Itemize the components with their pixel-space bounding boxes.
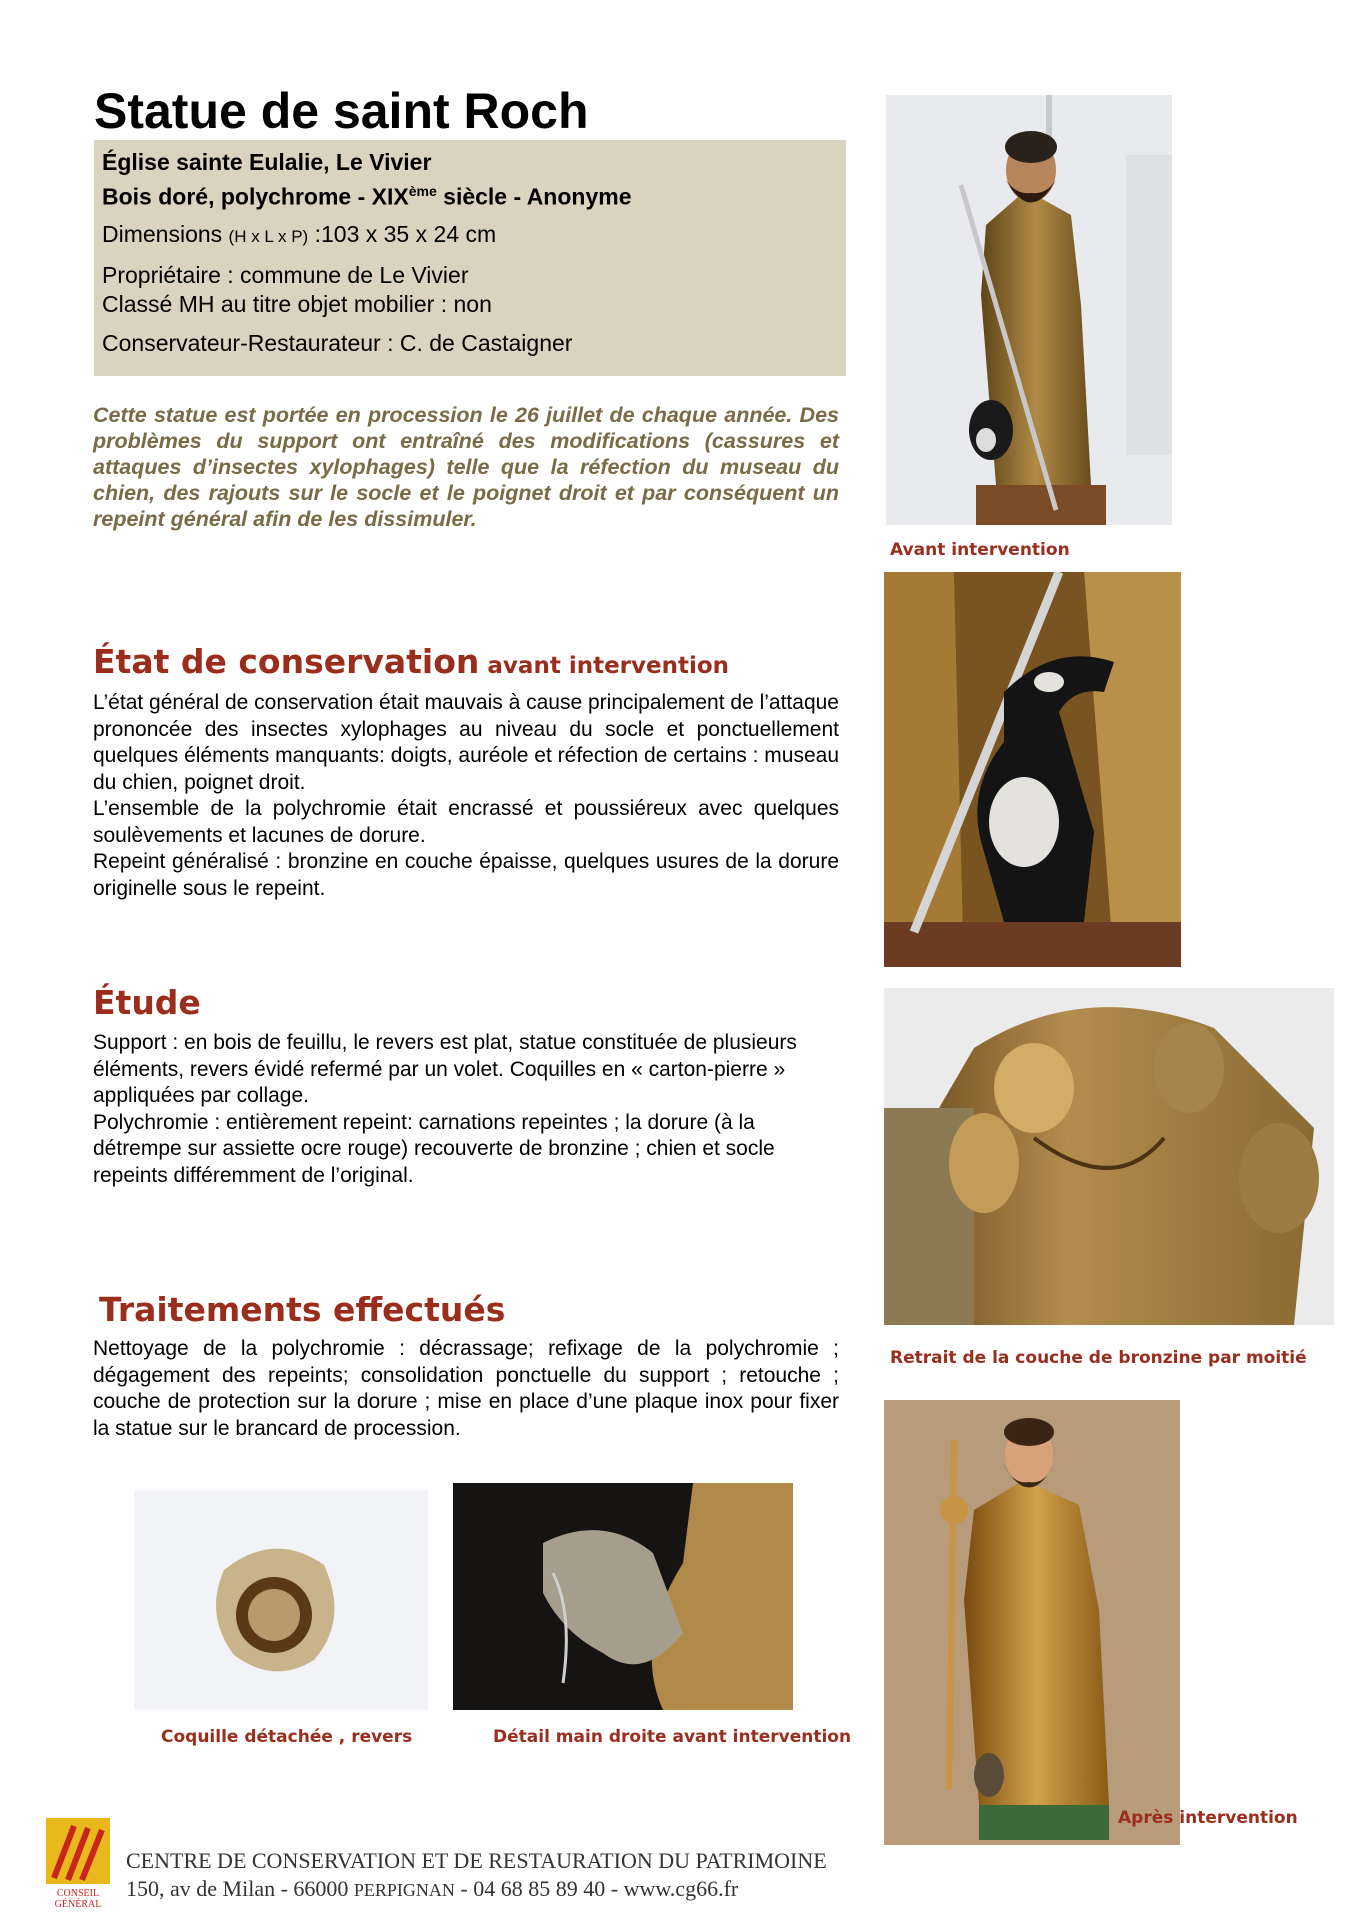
photo-right-hand — [453, 1483, 793, 1710]
dimensions-value: :103 x 35 x 24 cm — [308, 220, 497, 247]
photo-statue-before — [886, 95, 1172, 525]
classified-line: Classé MH au titre objet mobilier : non — [102, 290, 492, 317]
etat-paragraph-3: Repeint généralisé : bronzine en couche épaisse, quelques usures de la dorure originelle sous le repeint. — [93, 850, 839, 900]
intro-text: Cette statue est portée en procession le 26 juillet de chaque année. Des problèmes du support ont entraîné des modifications (cassures et attaques d’insectes xylophages) telle que la réfection du museau du chien, des rajouts sur le socle et le poignet droit et par conséquent un repeint général afin de les dissimuler. — [93, 403, 839, 531]
etude-paragraph-2: Polychromie : entièrement repeint: carnations repeintes ; la dorure (à la détrempe sur assiette ocre rouge) recouverte de bronzine ; chien et socle repeints différemment de l’original. — [93, 1110, 775, 1187]
etude-paragraph-1: Support : en bois de feuillu, le revers est plat, statue constituée de plusieurs éléments, revers évidé refermé par un volet. Coquilles en « carton-pierre » appliquées par collage. — [93, 1031, 797, 1107]
caption-avant: Avant intervention — [890, 540, 1070, 560]
dimensions-line — [102, 220, 838, 251]
traitements-paragraph: Nettoyage de la polychromie : décrassage; refixage de la polychromie ; dégagement des repeints; consolidation ponctuelle du support ; retouche ; couche de protection sur la dorure ; mise en place d’une plaque inox pour fixer la statue sur le brancard de procession. — [93, 1337, 839, 1440]
info-box — [94, 140, 846, 376]
restorer-line: Conservateur-Restaurateur : C. de Castaigner — [102, 329, 573, 356]
etat-title: État de conservation — [93, 642, 480, 681]
etat-heading — [93, 642, 729, 681]
photo-bronzine-removal — [884, 988, 1334, 1325]
photo-statue-after — [884, 1400, 1180, 1845]
photo-shell — [134, 1490, 428, 1710]
century-superscript: ème — [408, 183, 437, 199]
caption-main: Détail main droite avant intervention — [493, 1727, 852, 1747]
footer-line-2 — [126, 1876, 738, 1902]
caption-coquille: Coquille détachée , revers — [161, 1727, 413, 1747]
etat-subtitle: avant intervention — [479, 653, 730, 679]
etat-body — [93, 690, 839, 902]
etat-paragraph-1: L’état général de conservation était mauvais à cause principalement de l’attaque prononcée des insectes xylophages au niveau du socle et ponctuellement quelques éléments manquants: doigts, auréole et réfection de certains : museau du chien, poignet droit. — [93, 691, 839, 794]
caption-retrait: Retrait de la couche de bronzine par moitié — [890, 1348, 1307, 1368]
traitements-body — [93, 1336, 839, 1442]
material-text: Bois doré, polychrome - XIX — [102, 183, 409, 210]
church-location: Église sainte Eulalie, Le Vivier — [102, 149, 432, 175]
page-title: Statue de saint Roch — [94, 83, 589, 139]
footer-line-1: CENTRE DE CONSERVATION ET DE RESTAURATION DU PATRIMOINE — [126, 1848, 827, 1873]
caption-apres: Après intervention — [1118, 1808, 1298, 1828]
century-text: siècle - Anonyme — [436, 183, 632, 210]
svg-text:CONSEIL: CONSEIL — [56, 1888, 100, 1899]
etude-body — [93, 1030, 839, 1189]
footer-address: 150, av de Milan - 66000 — [126, 1876, 354, 1901]
svg-text:GÉNÉRAL: GÉNÉRAL — [54, 1899, 102, 1910]
dimensions-label: Dimensions — [102, 220, 229, 247]
etude-heading: Étude — [93, 983, 201, 1022]
photo-dog-detail — [884, 572, 1181, 967]
etat-paragraph-2: L’ensemble de la polychromie était encrassé et poussiéreux avec quelques soulèvements et lacunes de dorure. — [93, 797, 839, 847]
material-line — [102, 177, 838, 212]
dimensions-hlp: (H x L x P) — [228, 226, 309, 246]
footer-city: PERPIGNAN — [353, 1880, 455, 1900]
owner-line: Propriétaire : commune de Le Vivier — [102, 261, 469, 288]
footer-contact[interactable]: - 04 68 85 89 40 - www.cg66.fr — [454, 1876, 739, 1901]
conseil-general-logo — [46, 1818, 110, 1910]
traitements-heading: Traitements effectués — [99, 1290, 506, 1329]
